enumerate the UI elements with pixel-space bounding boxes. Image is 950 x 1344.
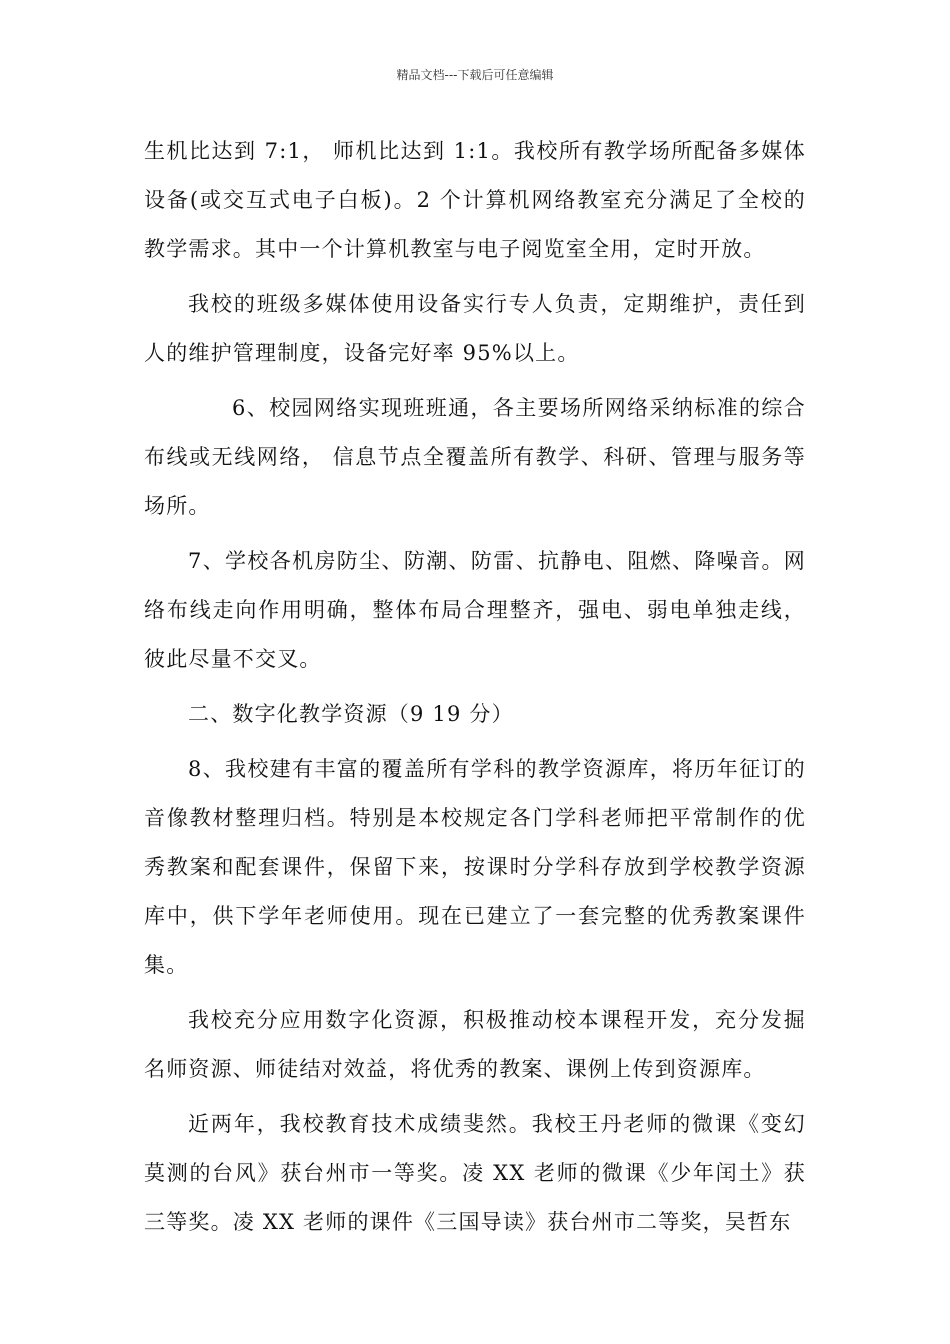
paragraph-resource-application: 我校充分应用数字化资源，积极推动校本课程开发，充分发掘名师资源、师徒结对效益，将优秀的教案、课例上传到资源库。 (144, 1008, 806, 1081)
paragraph-machine-room: 7、学校各机房防尘、防潮、防雷、抗静电、阻燃、降噪音。网络布线走向作用明确，整体布局合理整齐，强电、弱电单独走线，彼此尽量不交叉。 (144, 549, 806, 671)
page-header: 精品文档---下载后可任意编辑 (396, 68, 554, 82)
paragraph-multimedia-maintenance: 我校的班级多媒体使用设备实行专人负责，定期维护，责任到人的维护管理制度，设备完好率 95%以上。 (144, 292, 806, 365)
section-heading-digital-resources: 二、数字化教学资源（9 19 分） (188, 702, 514, 726)
paragraph-equipment-ratio: 生机比达到 7:1， 师机比达到 1:1。我校所有教学场所配备多媒体设备(或交互式电子白板)。2 个计算机网络教室充分满足了全校的教学需求。其中一个计算机教室与电子阅览室全用，定时开放。 (144, 139, 806, 261)
paragraph-achievements: 近两年，我校教育技术成绩斐然。我校王丹老师的微课《变幻莫测的台风》获台州市一等奖。凌 XX 老师的微课《少年闰土》获三等奖。凌 XX 老师的课件《三国导读》获台州市二等奖，吴哲东 (144, 1112, 806, 1234)
paragraph-campus-network: 6、校园网络实现班班通，各主要场所网络采纳标准的综合布线或无线网络， 信息节点全覆盖所有教学、科研、管理与服务等场所。 (144, 396, 806, 518)
paragraph-resource-library: 8、我校建有丰富的覆盖所有学科的教学资源库，将历年征订的音像教材整理归档。特别是本校规定各门学科老师把平常制作的优秀教案和配套课件，保留下来，按课时分学科存放到学校教学资源库中，供下学年老师使用。现在已建立了一套完整的优秀教案课件集。 (144, 757, 806, 977)
document-body (144, 127, 806, 1247)
